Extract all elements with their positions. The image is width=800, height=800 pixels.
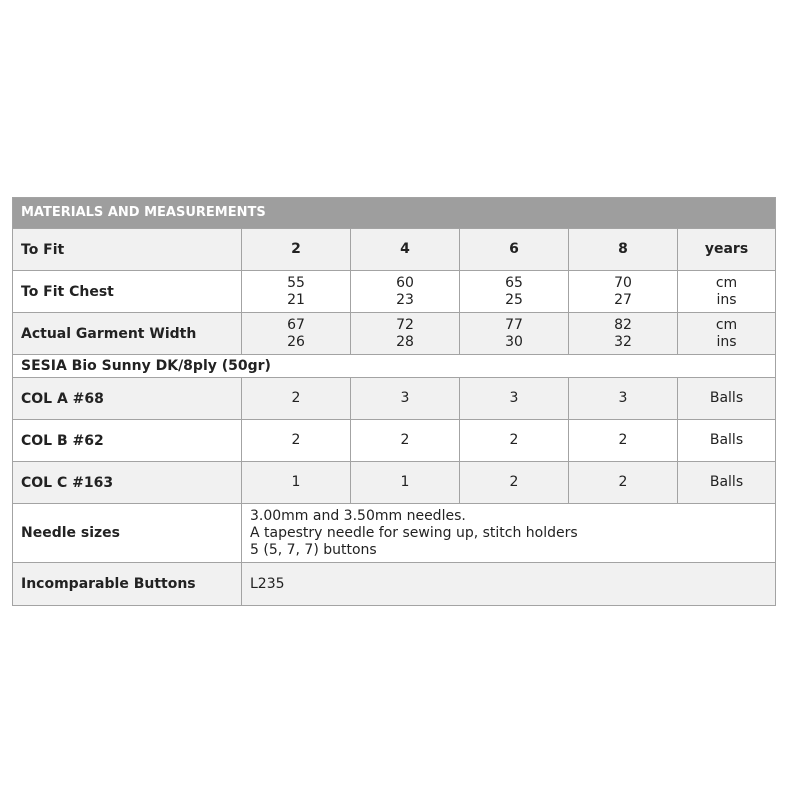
chest-size-8 [568, 271, 677, 312]
colour-label: COL C #163 [21, 474, 114, 491]
to-fit-chest-label: To Fit Chest [21, 283, 114, 300]
to-fit-unit: years [677, 229, 775, 270]
colour-label: COL A #68 [21, 390, 104, 407]
unit-ins: ins [716, 333, 737, 350]
yarn-heading: SESIA Bio Sunny DK/8ply (50gr) [21, 358, 271, 374]
needles-line: A tapestry needle for sewing up, stitch holders [250, 524, 578, 541]
chest-cm: 65 [505, 274, 523, 291]
table-title: MATERIALS AND MEASUREMENTS [13, 198, 775, 229]
balls-size-6: 2 [459, 462, 568, 503]
width-size-8 [568, 313, 677, 354]
buttons-row [13, 563, 775, 605]
size-4: 4 [350, 229, 459, 270]
chest-cm: 55 [287, 274, 305, 291]
width-units [677, 313, 775, 354]
balls-size-8: 2 [568, 462, 677, 503]
width-ins: 28 [396, 333, 414, 350]
width-size-2 [241, 313, 350, 354]
chest-units [677, 271, 775, 312]
garment-width-row [13, 313, 775, 355]
balls-size-2: 1 [241, 462, 350, 503]
balls-size-8: 2 [568, 420, 677, 461]
balls-size-6: 2 [459, 420, 568, 461]
chest-ins: 25 [505, 291, 523, 308]
chest-size-4 [350, 271, 459, 312]
garment-width-label: Actual Garment Width [21, 325, 197, 342]
width-ins: 32 [614, 333, 632, 350]
needles-row [13, 504, 775, 563]
to-fit-row [13, 229, 775, 271]
chest-ins: 27 [614, 291, 632, 308]
chest-size-6 [459, 271, 568, 312]
balls-size-8: 3 [568, 378, 677, 419]
colour-row [13, 462, 775, 504]
chest-ins: 21 [287, 291, 305, 308]
to-fit-label: To Fit [21, 241, 65, 258]
colour-label: COL B #62 [21, 432, 104, 449]
width-cm: 72 [396, 316, 414, 333]
balls-size-2: 2 [241, 378, 350, 419]
materials-table [12, 197, 776, 606]
width-ins: 30 [505, 333, 523, 350]
balls-unit: Balls [677, 378, 775, 419]
balls-size-2: 2 [241, 420, 350, 461]
buttons-label: Incomparable Buttons [21, 576, 196, 592]
chest-size-2 [241, 271, 350, 312]
balls-unit: Balls [677, 462, 775, 503]
colour-row [13, 378, 775, 420]
balls-size-4: 1 [350, 462, 459, 503]
colour-row [13, 420, 775, 462]
size-2: 2 [241, 229, 350, 270]
width-ins: 26 [287, 333, 305, 350]
chest-cm: 70 [614, 274, 632, 291]
yarn-heading-row [13, 355, 775, 378]
width-size-4 [350, 313, 459, 354]
to-fit-chest-row [13, 271, 775, 313]
width-cm: 67 [287, 316, 305, 333]
balls-size-4: 2 [350, 420, 459, 461]
buttons-value: L235 [241, 563, 775, 605]
needles-details [241, 504, 775, 562]
chest-ins: 23 [396, 291, 414, 308]
width-cm: 82 [614, 316, 632, 333]
balls-unit: Balls [677, 420, 775, 461]
balls-size-6: 3 [459, 378, 568, 419]
width-cm: 77 [505, 316, 523, 333]
unit-cm: cm [715, 316, 738, 333]
unit-ins: ins [716, 291, 737, 308]
unit-cm: cm [715, 274, 738, 291]
size-8: 8 [568, 229, 677, 270]
width-size-6 [459, 313, 568, 354]
needles-line: 3.00mm and 3.50mm needles. [250, 507, 466, 524]
size-6: 6 [459, 229, 568, 270]
balls-size-4: 3 [350, 378, 459, 419]
needles-label: Needle sizes [21, 525, 121, 541]
chest-cm: 60 [396, 274, 414, 291]
needles-line: 5 (5, 7, 7) buttons [250, 541, 377, 558]
